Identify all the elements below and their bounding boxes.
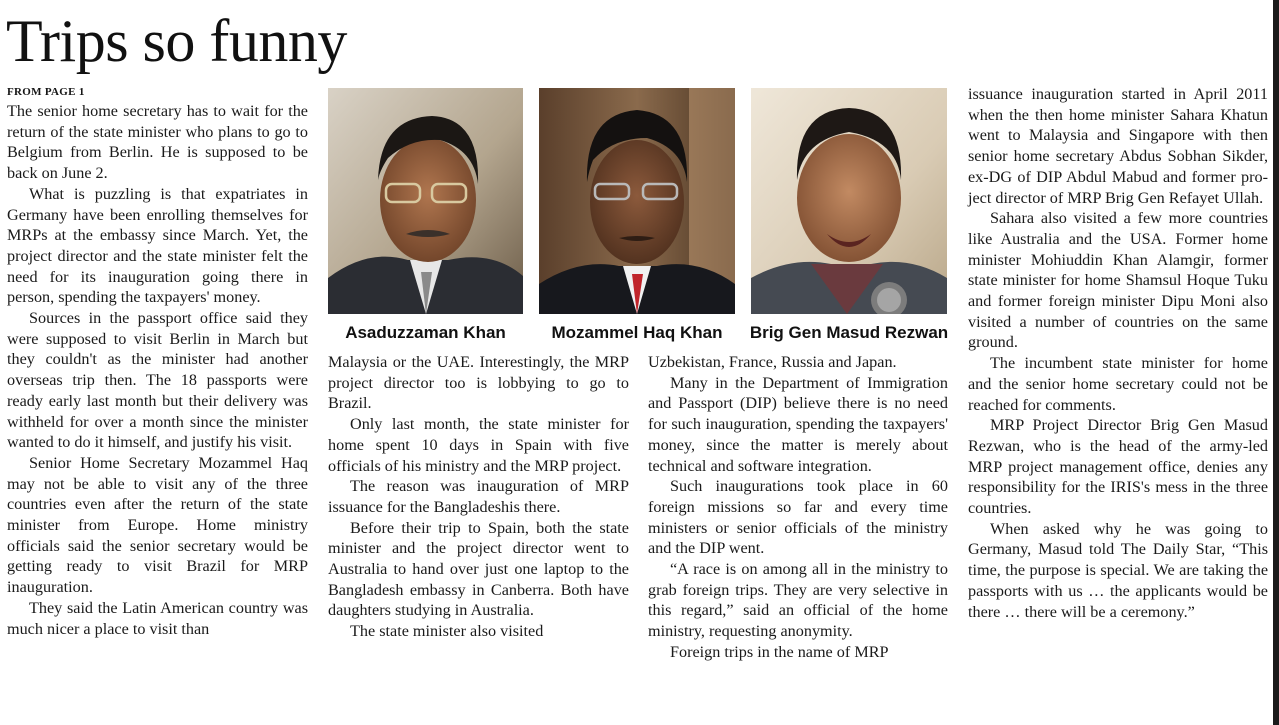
paragraph: Senior Home Secretary Mozammel Haq may not be able to visit any of the three countries even after the return of the state minister from Europe. Home ministry officials said the senior secretary would be getting ready to visit Brazil for MRP inauguration. [7, 453, 308, 597]
paragraph: The incumbent state minister for home and the senior home secretary could not be reached for comments. [968, 354, 1268, 414]
paragraph: The senior home secretary has to wait for the return of the state minister who plans to go to Belgium from Berlin. He is supposed to be back on June 2. [7, 102, 308, 183]
paragraph: The state minister also visited [350, 622, 544, 641]
portrait-photo-asaduzzaman-khan [328, 88, 523, 314]
paragraph: The reason was inauguration of MRP issuance for the Bangladeshis there. [328, 477, 629, 516]
paragraph: issuance inauguration started in April 2011 when the then home minister Sahara Khatun went to Malaysia and Singapore with then senior home secretary Abdus Sobhan Sikder, ex-DG of DIP Abdul Mabud and former project director of MRP Brig Gen Refayet Ullah. [968, 85, 1268, 207]
paragraph: Many in the Department of Immigration and Passport (DIP) believe there is no need for such inauguration, spending the taxpayers' money, since the matter is merely about technical and software integration. [648, 373, 948, 475]
paragraph: Uzbekistan, France, Russia and Japan. [648, 353, 897, 371]
paragraph: They said the Latin American country was much nicer a place to visit than [7, 598, 308, 638]
portrait-photo-masud-rezwan [751, 88, 947, 314]
portrait-photo-2-icon [539, 88, 735, 314]
photo-caption: Asaduzzaman Khan [345, 323, 506, 342]
paragraph: Sahara also visited a few more countries like Australia and the USA. Former home minister Mohiuddin Khan Alamgir, former state minister for home Shamsul Hoque Tuku and former foreign minister Dipu Moni also visited a number of countries on the same ground. [968, 209, 1268, 352]
article-column-1 [7, 101, 308, 639]
paragraph: Malaysia or the UAE. Interestingly, the MRP project director too is lobbying to go to Brazil. [328, 353, 629, 413]
paragraph: Such inaugurations took place in 60 foreign missions so far and every time ministers or senior officials of the ministry and the DIP went. [648, 477, 948, 558]
paragraph: Sources in the passport office said they were supposed to visit Berlin in March but they couldn't as the minister had another overseas trip then. The 18 passports were ready early last month but their delivery was withheld for over a month since the minister wanted to do it himself, and justify his visit. [7, 309, 308, 452]
paragraph: When asked why he was going to Germany, Masud told The Daily Star, “This time, the purpose is special. We are taking the passports with us … the applicants would be there … there will be a ceremony.” [968, 519, 1268, 621]
paragraph: Only last month, the state minister for home spent 10 days in Spain with five officials of his ministry and the MRP project. [328, 415, 629, 475]
paragraph: Before their trip to Spain, both the state minister and the project director went to Australia to hand over just one laptop to the Bangladesh embassy in Canberra. Both have daughters studying in Australia. [328, 518, 629, 620]
portrait-photo-3-icon [751, 88, 947, 314]
article-column-3 [648, 352, 948, 663]
photo-caption: Mozammel Haq Khan [551, 323, 723, 342]
paragraph: MRP Project Director Brig Gen Masud Rezwan, who is the head of the army-led MRP project management office, denies any responsibility for the IRIS's mess in the three countries. [968, 416, 1268, 518]
article-column-2 [328, 352, 629, 642]
portrait-photo-1-icon [328, 88, 523, 314]
paragraph: What is puzzling is that expatriates in Germany have been enrolling themselves for MRPs at the embassy since March. Yet, the project director and the state minister felt the need for its inauguration going there in person, spending the taxpayers' money. [7, 184, 308, 307]
article-column-4 [968, 84, 1268, 622]
headline: Trips so funny [6, 8, 347, 74]
page-edge-divider [1273, 0, 1279, 725]
paragraph: Foreign trips in the name of MRP [670, 642, 889, 661]
from-page-label: FROM PAGE 1 [7, 86, 85, 98]
photo-caption: Brig Gen Masud Rezwan [749, 323, 949, 342]
paragraph: “A race is on among all in the ministry to grab foreign trips. They are very selective in this regard,” said an official of the home ministry, requesting anonymity. [648, 560, 948, 641]
portrait-photo-mozammel-haq-khan [539, 88, 735, 314]
